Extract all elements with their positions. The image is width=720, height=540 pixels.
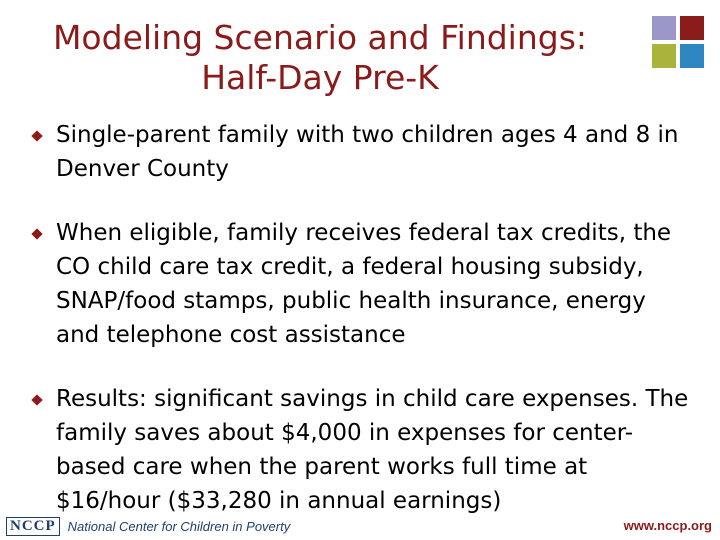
logo-square-blue xyxy=(680,44,704,68)
nccp-footer-logo[interactable] xyxy=(6,516,290,536)
bullet-item xyxy=(30,382,695,518)
logo-square-green xyxy=(652,44,676,68)
bullet-text: Single-parent family with two children ages 4 and 8 in Denver County xyxy=(56,122,679,182)
diamond-bullet-icon xyxy=(31,394,42,405)
squares-logo-icon xyxy=(652,16,704,68)
website-link[interactable]: www.nccp.org xyxy=(623,518,712,533)
logo-square-purple xyxy=(652,16,676,40)
org-name: National Center for Children in Poverty xyxy=(67,518,291,534)
bullet-text: When eligible, family receives federal tax credits, the CO child care tax credit, a federal housing subsidy, SNAP/food stamps, public health insurance, energy and telephone cost assistance xyxy=(56,220,672,348)
bullet-list xyxy=(30,118,695,518)
diamond-bullet-icon xyxy=(31,228,42,239)
logo-square-red xyxy=(680,16,704,40)
bullet-item xyxy=(30,216,695,352)
slide-title xyxy=(30,18,610,98)
title-line-1: Modeling Scenario and Findings: xyxy=(52,18,588,57)
bullet-text: Results: significant savings in child care expenses. The family saves about $4,000 in expenses for center-based care when the parent works full time at $16/hour ($33,280 in annual earnings) xyxy=(56,386,689,514)
bullet-item xyxy=(30,118,695,186)
title-line-2: Half-Day Pre-K xyxy=(201,58,439,97)
diamond-bullet-icon xyxy=(31,130,42,141)
nccp-logo-text: NCCP xyxy=(6,517,60,536)
